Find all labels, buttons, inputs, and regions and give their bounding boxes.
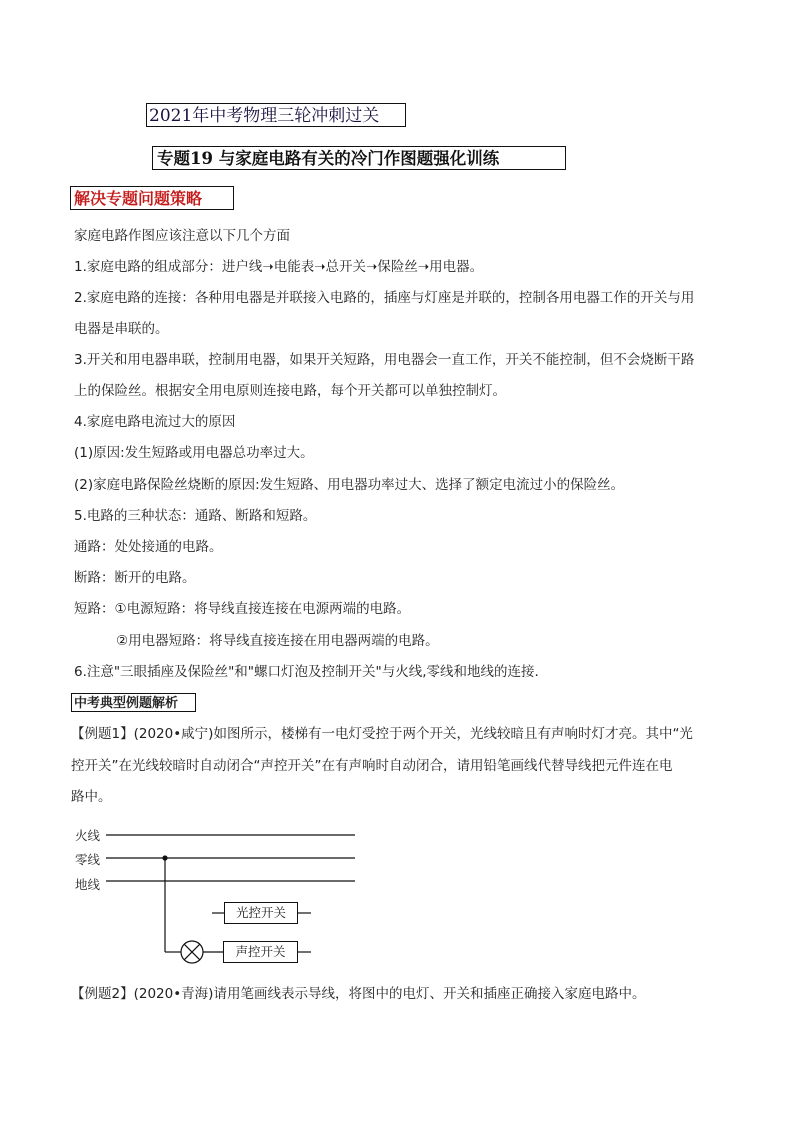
lamp-cross-icon	[181, 941, 203, 963]
doc-title: 2021年中考物理三轮冲刺过关	[146, 103, 406, 127]
live-wire-label: 火线	[75, 828, 101, 843]
neutral-wire-label: 零线	[75, 852, 101, 867]
section-strategy-heading: 解决专题问题策略	[70, 186, 234, 210]
strategy-line: ②用电器短路：将导线直接连接在用电器两端的电路。	[116, 633, 439, 649]
strategy-line: (2)家庭电路保险丝烧断的原因:发生短路、用电器功率过大、选择了额定电流过小的保险丝。	[74, 477, 625, 493]
light-control-switch: 光控开关	[224, 902, 298, 924]
strategy-line: 6.注意"三眼插座及保险丝"和"螺口灯泡及控制开关"与火线,零线和地线的连接.	[74, 664, 539, 680]
strategy-line: 通路：处处接通的电路。	[74, 539, 223, 555]
strategy-line: 4.家庭电路电流过大的原因	[74, 414, 236, 430]
strategy-line: 家庭电路作图应该注意以下几个方面	[74, 228, 290, 244]
sound-control-switch: 声控开关	[223, 941, 298, 963]
strategy-line: 上的保险丝。根据安全用电原则连接电路，每个开关都可以单独控制灯。	[74, 383, 506, 399]
example1-line: 【例题1】(2020•咸宁)如图所示，楼梯有一电灯受控于两个开关，光线较暗且有声响时灯才亮。其中“光	[71, 726, 693, 742]
ground-wire-label: 地线	[75, 877, 101, 892]
strategy-line: 5.电路的三种状态：通路、断路和短路。	[74, 508, 317, 524]
strategy-line: 短路：①电源短路：将导线直接连接在电源两端的电路。	[74, 601, 411, 617]
example1-line: 控开关”在光线较暗时自动闭合“声控开关”在有声响时自动闭合，请用铅笔画线代替导线把元件连在电	[71, 758, 673, 774]
example1-line: 路中。	[71, 789, 112, 805]
topic-title: 专题19 与家庭电路有关的冷门作图题强化训练	[152, 146, 566, 170]
strategy-line: (1)原因:发生短路或用电器总功率过大。	[74, 445, 314, 461]
section-examples-heading: 中考典型例题解析	[71, 693, 196, 712]
strategy-line: 2.家庭电路的连接：各种用电器是并联接入电路的，插座与灯座是并联的，控制各用电器工作的开关与用	[74, 290, 695, 306]
strategy-line: 断路：断开的电路。	[74, 570, 196, 586]
strategy-line: 电器是串联的。	[74, 321, 169, 337]
strategy-line: 3.开关和用电器串联，控制用电器，如果开关短路，用电器会一直工作，开关不能控制，但不会烧断干路	[74, 352, 695, 368]
strategy-line: 1.家庭电路的组成部分：进户线➝电能表➝总开关➝保险丝➝用电器。	[74, 259, 484, 275]
example2-line: 【例题2】(2020•青海)请用笔画线表示导线，将图中的电灯、开关和插座正确接入家庭电路中。	[71, 986, 646, 1002]
